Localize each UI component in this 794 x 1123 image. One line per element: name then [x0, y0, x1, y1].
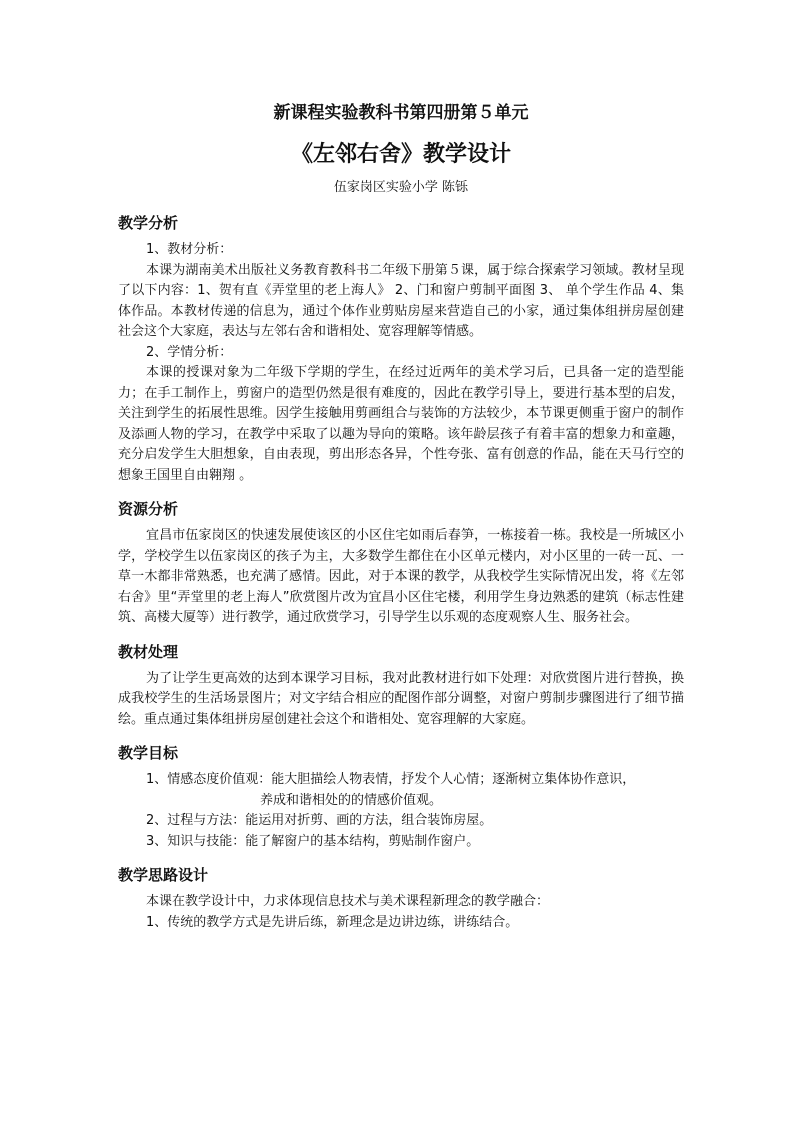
goal-2: 2、过程与方法：能运用对折剪、画的方法，组合装饰房屋。	[146, 813, 493, 828]
section-heading-analysis: 教学分析	[118, 214, 179, 232]
section-resources	[118, 498, 684, 629]
section-heading-materials: 教材处理	[118, 642, 179, 661]
design-intro: 本课在教学设计中，力求体现信息技术与美术课程新理念的教学融合：	[146, 894, 550, 909]
section-analysis	[118, 212, 684, 486]
analysis-label-1: 1、教材分析：	[146, 242, 233, 257]
goal-3: 3、知识与技能：能了解窗户的基本结构，剪贴制作窗户。	[146, 833, 480, 849]
goal-1: 1、情感态度价值观：能大胆描绘人物表情，抒发个人心情；逐渐树立集体协作意识，	[146, 772, 636, 787]
section-materials	[118, 641, 684, 731]
analysis-label-2: 2、学情分析：	[146, 344, 233, 360]
document-author: 伍家岗区实验小学 陈铄	[333, 180, 469, 195]
resources-text: 宜昌市伍家岗区的快速发展使该区的小区住宅如雨后春笋，一栋接着一栋。我校是一所城区小学，学校学生以伍家岗区的孩子为主，大多数学生都住在小区单元楼内，对小区里的一砖一瓦、一草一木都非常熟悉，也充满了感情。因此，对于本课的教学，从我校学生实际情况出发，将《左邻右舍》里“弄堂里的老上海人”欣赏图片改为宜昌小区住宅楼，利用学生身边熟悉的建筑（标志性建筑、高楼大厦等）进行教学，通过欣赏学习，引导学生以乐观的态度观察人生、服务社会。	[118, 528, 684, 625]
document-subtitle: 新课程实验教科书第四册第５单元	[273, 103, 529, 123]
analysis-text-2: 本课的授课对象为二年级下学期的学生，在经过近两年的美术学习后，已具备一定的造型能力；在手工制作上，剪窗户的造型仍然是很有难度的，因此在教学引导上，要进行基本型的启发，关注到学生的拓展性思维。因学生接触用剪画组合与装饰的方法较少，本节课更侧重于窗户的制作及添画人物的学习，在教学中采取了以趣为导向的策略。该年龄层孩子有着丰富的想象力和童趣，充分启发学生大胆想象，自由表现，剪出形态各异，个性夸张、富有创意的作品，能在天马行空的想象王国里自由翱翔 。	[118, 365, 684, 483]
analysis-text-1: 本课为湖南美术出版社义务教育教科书二年级下册第５课，属于综合探索学习领域。教材呈现了以下内容：1、贺有直《弄堂里的老上海人》 2、门和窗户剪制平面图 3、 单个学生作品 4、集体作品。本教材传递的信息为，通过个体作业剪贴房屋来营造自己的小家，通过集体组拼房屋创建社会这个大家庭，表达与左邻右舍和谐相处、宽容理解等情感。	[118, 262, 684, 339]
goal-1-continued: 养成和谐相处的的情感价值观。	[260, 792, 443, 808]
design-point-1: 1、传统的教学方式是先讲后练，新理念是边讲边练，讲练结合。	[146, 914, 519, 930]
section-goals	[118, 742, 684, 852]
materials-text: 为了让学生更高效的达到本课学习目标，我对此教材进行如下处理：对欣赏图片进行替换，换成我校学生的生活场景图片；对文字结合相应的配图作部分调整，对窗户剪制步骤图进行了细节描绘。重点通过集体组拼房屋创建社会这个和谐相处、宽容理解的大家庭。	[118, 670, 684, 727]
section-heading-resources: 资源分析	[118, 500, 179, 518]
section-design	[118, 864, 684, 933]
document-title: 《左邻右舍》教学设计	[290, 142, 511, 167]
section-heading-goals: 教学目标	[118, 744, 179, 762]
section-heading-design: 教学思路设计	[118, 866, 209, 884]
